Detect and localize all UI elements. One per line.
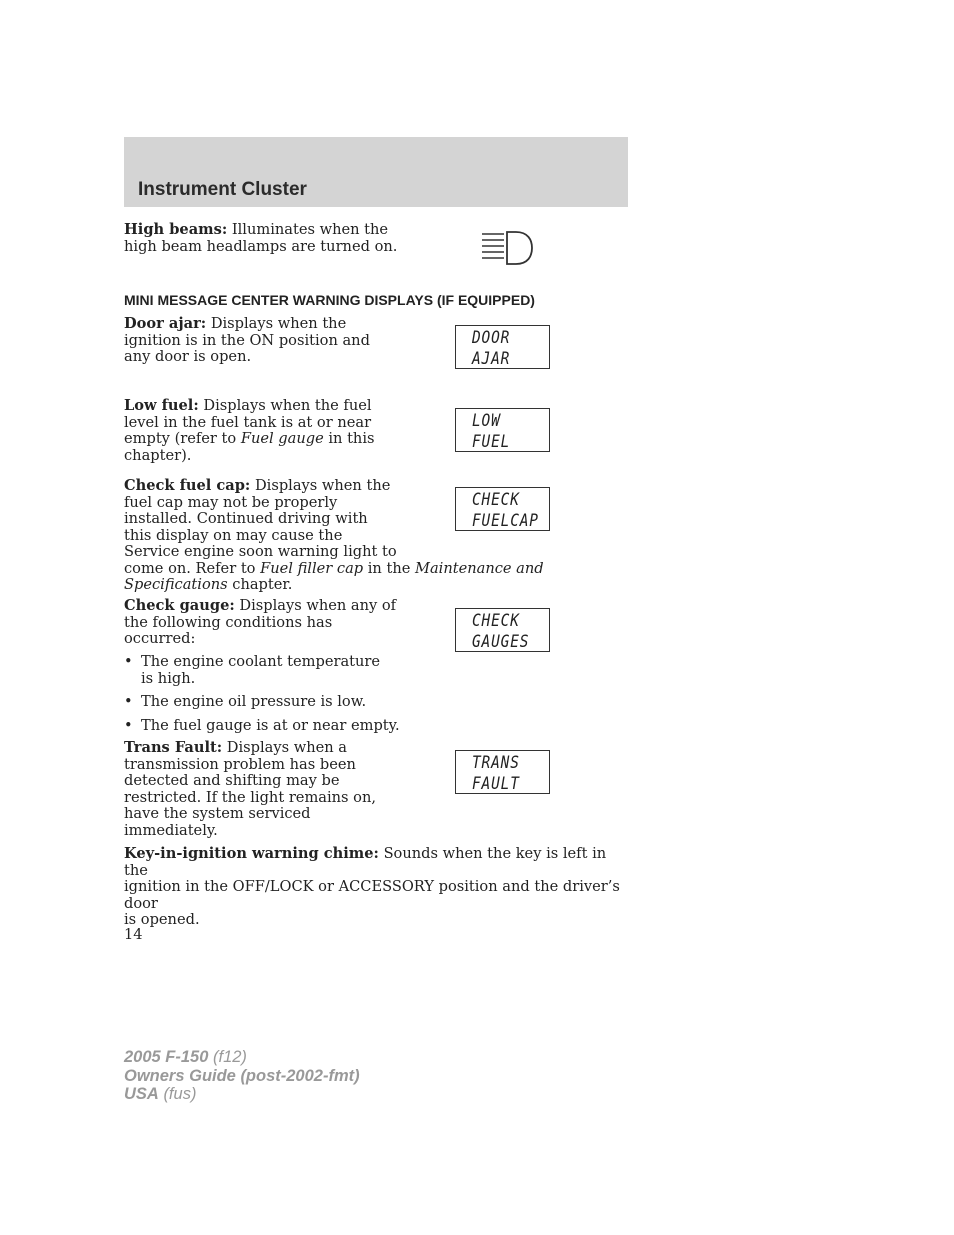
high-beams-paragraph (124, 222, 397, 255)
door-ajar-text-3: any door is open. (124, 348, 252, 365)
chime-text-3: is opened. (124, 911, 200, 928)
display-line-2: FUEL (472, 432, 511, 452)
bullet-icon: • (124, 717, 133, 734)
display-line-1: TRANS (472, 753, 520, 773)
display-line-2: FAULT (472, 774, 520, 794)
low-fuel-text-2: level in the fuel tank is at or near (124, 413, 372, 431)
door-ajar-display (455, 325, 550, 369)
footer-region-code: (fus) (163, 1085, 197, 1103)
footer (124, 1048, 360, 1104)
check-fuel-cap-text-6b: in the (363, 559, 416, 577)
specifications-reference: Specifications (124, 576, 228, 593)
check-fuel-cap-display (455, 487, 550, 531)
high-beam-icon (480, 230, 536, 266)
display-line-1: CHECK (472, 611, 520, 631)
bullet-icon: • (124, 693, 133, 710)
low-fuel-text-3: empty (refer to (124, 430, 241, 447)
bullet-icon: • (124, 653, 133, 670)
trans-fault-text-5: have the system serviced (124, 805, 311, 822)
chime-text-2: ignition in the OFF/LOCK or ACCESSORY position and the driver’s door (124, 878, 620, 912)
check-fuel-cap-text-4: this display on may cause the (124, 526, 343, 544)
chime-label: Key-in-ignition warning chime: (124, 845, 379, 862)
low-fuel-label: Low fuel: (124, 397, 199, 414)
display-line-1: CHECK (472, 490, 520, 510)
high-beams-text-2: high beam headlamps are turned on. (124, 237, 398, 255)
trans-fault-paragraph (124, 740, 376, 839)
check-gauge-text: Displays when any of (239, 597, 397, 614)
trans-fault-text: Displays when a (226, 739, 348, 756)
display-line-2: GAUGES (472, 632, 530, 652)
low-fuel-display (455, 408, 550, 452)
check-gauge-display (455, 608, 550, 652)
fuel-gauge-reference: Fuel gauge (240, 430, 324, 447)
page-number: 14 (124, 926, 143, 943)
check-fuel-cap-label: Check fuel cap: (124, 477, 251, 494)
check-fuel-cap-text-7: chapter. (227, 576, 293, 593)
door-ajar-label: Door ajar: (124, 315, 207, 332)
bullet-text: The fuel gauge is at or near empty. (141, 717, 400, 734)
low-fuel-text-4: chapter). (124, 446, 192, 464)
trans-fault-text-4: restricted. If the light remains on, (124, 788, 376, 806)
high-beams-text: Illuminates when the (231, 221, 389, 238)
display-line-1: LOW (472, 411, 501, 431)
check-fuel-cap-text-6: come on. Refer to (124, 559, 261, 577)
trans-fault-label: Trans Fault: (124, 739, 223, 756)
trans-fault-display (455, 750, 550, 794)
low-fuel-text-3b: in this (323, 430, 375, 447)
display-line-2: FUELCAP (472, 511, 539, 531)
door-ajar-text-2: ignition is in the ON position and (124, 331, 370, 349)
header-band (124, 137, 628, 207)
maintenance-reference: Maintenance and (415, 559, 544, 577)
door-ajar-paragraph (124, 316, 370, 366)
section-heading: MINI MESSAGE CENTER WARNING DISPLAYS (IF EQUIPPED) (124, 292, 535, 308)
door-ajar-text: Displays when the (210, 315, 347, 332)
check-gauge-text-2: the following conditions has (124, 613, 333, 631)
trans-fault-text-3: detected and shifting may be (124, 772, 340, 789)
bullet-text: The engine coolant temperature (141, 653, 381, 670)
trans-fault-text-6: immediately. (124, 821, 218, 839)
check-fuel-cap-text-3: installed. Continued driving with (124, 510, 368, 527)
check-fuel-cap-text-2: fuel cap may not be properly (124, 493, 338, 511)
check-gauge-paragraph (124, 598, 396, 648)
high-beams-label: High beams: (124, 221, 228, 238)
footer-model: 2005 F-150 (124, 1048, 209, 1066)
check-fuel-cap-text: Displays when the (254, 477, 391, 494)
fuel-filler-cap-reference: Fuel filler cap (260, 559, 364, 577)
low-fuel-paragraph (124, 398, 374, 464)
check-gauge-text-3: occurred: (124, 630, 196, 647)
display-line-2: AJAR (472, 349, 511, 369)
chime-text: Sounds when the key is left in the (124, 845, 607, 879)
bullet-text: The engine oil pressure is low. (141, 693, 367, 710)
check-gauge-label: Check gauge: (124, 597, 235, 614)
footer-model-code: (f12) (213, 1048, 247, 1066)
bullet-text-2: is high. (141, 669, 196, 687)
footer-guide: Owners Guide (post-2002-fmt) (124, 1066, 360, 1085)
low-fuel-text: Displays when the fuel (203, 397, 372, 414)
footer-region: USA (124, 1085, 159, 1103)
trans-fault-text-2: transmission problem has been (124, 755, 356, 773)
chime-paragraph (124, 846, 628, 929)
page-title: Instrument Cluster (138, 179, 307, 200)
display-line-1: DOOR (472, 328, 511, 348)
check-fuel-cap-text-5: Service engine soon warning light to (124, 543, 397, 560)
